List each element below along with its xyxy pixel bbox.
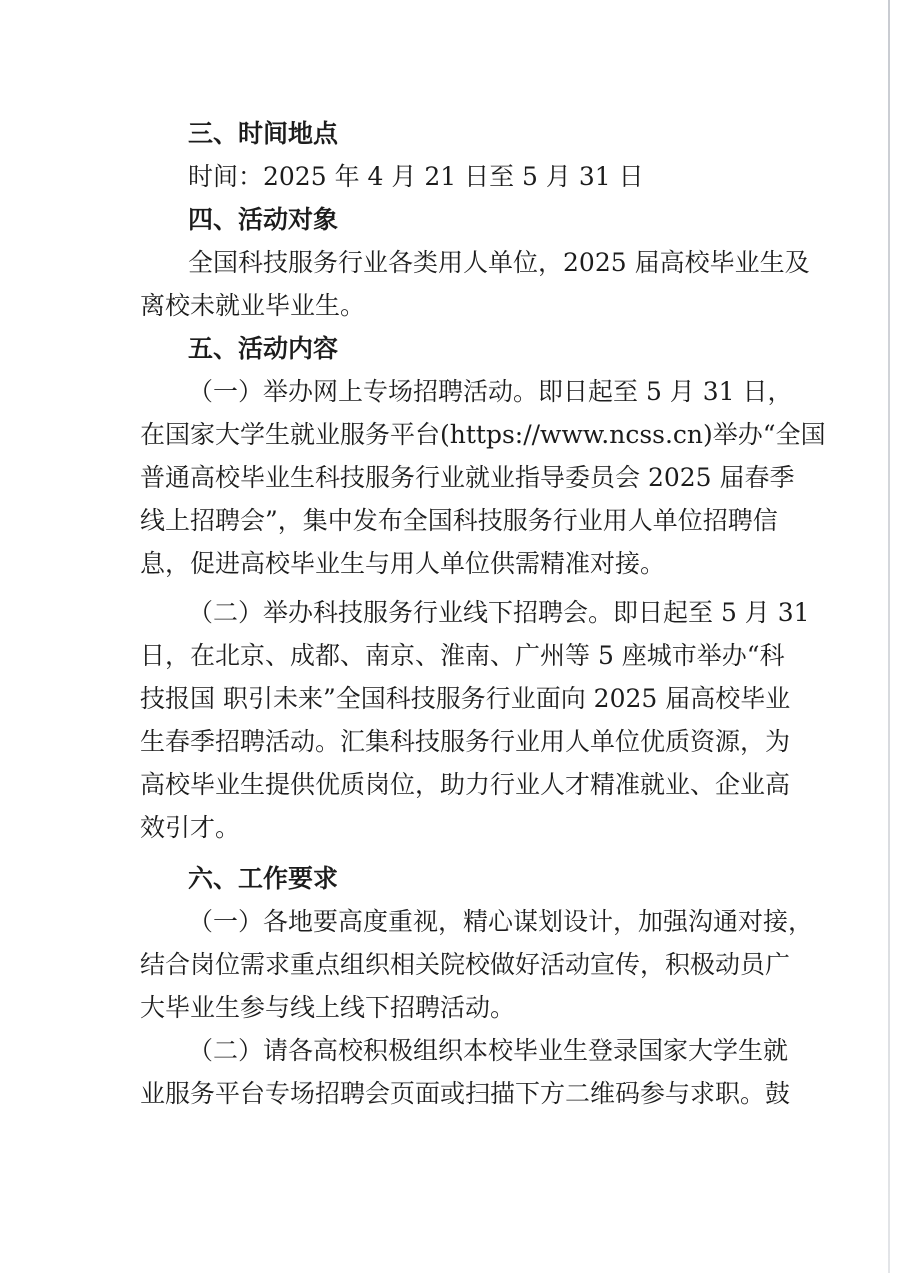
section-heading: 六、工作要求 (188, 864, 339, 893)
paragraph (140, 155, 770, 198)
paragraph-line: 全国科技服务行业各类用人单位，2025 届高校毕业生及 (188, 248, 810, 277)
paragraph (140, 591, 810, 849)
paragraph-line: 技报国 职引未来”全国科技服务行业面向 2025 届高校毕业 (140, 684, 791, 713)
paragraph-line: （一）各地要高度重视，精心谋划设计，加强沟通对接， (188, 907, 814, 936)
paragraph (140, 241, 810, 327)
paragraph-line: 日，在北京、成都、南京、淮南、广州等 5 座城市举办“科 (140, 641, 785, 670)
paragraph-line: 离校未就业毕业生。 (140, 291, 366, 320)
paragraph-line: 线上招聘会”，集中发布全国科技服务行业用人单位招聘信 (140, 506, 778, 535)
paragraph (140, 1029, 791, 1115)
paragraph-line: 高校毕业生提供优质岗位，助力行业人才精准就业、企业高 (140, 770, 791, 799)
document-body (140, 112, 826, 1115)
paragraph-line: （二）请各高校积极组织本校毕业生登录国家大学生就 (188, 1036, 789, 1065)
section-heading: 三、时间地点 (188, 119, 339, 148)
paragraph-line: 结合岗位需求重点组织相关院校做好活动宣传，积极动员广 (140, 950, 791, 979)
section-heading: 四、活动对象 (188, 205, 339, 234)
paragraph-line: 普通高校毕业生科技服务行业就业指导委员会 2025 届春季 (140, 463, 795, 492)
paragraph (140, 900, 814, 1029)
paragraph-line: 息，促进高校毕业生与用人单位供需精准对接。 (140, 549, 666, 578)
section-heading: 五、活动内容 (188, 334, 339, 363)
paragraph-line: 时间：2025 年 4 月 21 日至 5 月 31 日 (188, 162, 644, 191)
paragraph (140, 370, 826, 585)
paragraph-line: 业服务平台专场招聘会页面或扫描下方二维码参与求职。鼓 (140, 1079, 791, 1108)
paragraph-line: （二）举办科技服务行业线下招聘会。即日起至 5 月 31 (188, 598, 810, 627)
page-edge (888, 0, 890, 1273)
paragraph-line: 大毕业生参与线上线下招聘活动。 (140, 993, 516, 1022)
paragraph-line: 在国家大学生就业服务平台(https://www.ncss.cn)举办“全国 (140, 420, 826, 449)
paragraph-line: （一）举办网上专场招聘活动。即日起至 5 月 31 日， (188, 377, 793, 406)
paragraph-line: 生春季招聘活动。汇集科技服务行业用人单位优质资源，为 (140, 727, 791, 756)
paragraph-line: 效引才。 (140, 813, 241, 842)
